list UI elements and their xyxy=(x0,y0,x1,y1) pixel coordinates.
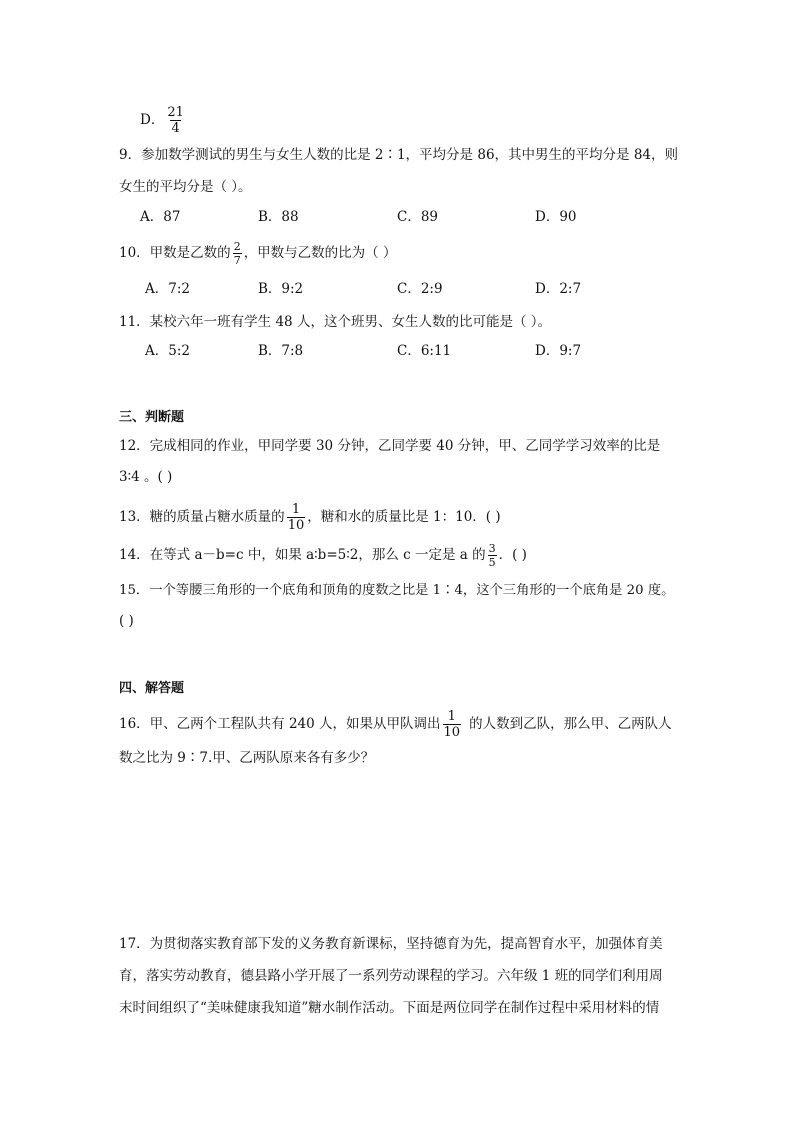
q14-fraction xyxy=(488,543,497,568)
q9-option-b: B．88 xyxy=(258,209,299,225)
q10-text-after: ，甲数与乙数的比为（ ） xyxy=(243,245,397,261)
q9-option-d: D．90 xyxy=(535,209,577,225)
q12-stem-line1: 12．完成相同的作业，甲同学要 30 分钟，乙同学要 40 分钟，甲、乙同学学习效率的比是 xyxy=(119,438,661,454)
q13-text-before: 13．糖的质量占糖水质量的 xyxy=(119,509,285,525)
q11-option-b: B．7:8 xyxy=(258,343,304,359)
q17-stem-line2: 育，落实劳动教育，德县路小学开展了一系列劳动课程的学习。六年级 1 班的同学们利用周 xyxy=(119,968,663,984)
q16-text-before: 16．甲、乙两个工程队共有 240 人，如果从甲队调出 xyxy=(119,716,441,732)
q11-option-d: D．9:7 xyxy=(535,343,582,359)
q15-stem-line2: ( ) xyxy=(119,613,134,629)
q10-option-d: D．2:7 xyxy=(535,281,582,297)
q13-stem xyxy=(119,503,501,532)
q15-stem-line1: 15．一个等腰三角形的一个底角和顶角的度数之比是 1∶4，这个三角形的一个底角是 20 度。 xyxy=(119,583,675,598)
fraction-numerator: 1 xyxy=(291,502,301,517)
q10-option-c: C．2:9 xyxy=(397,281,443,297)
q16-text-after: 的人数到乙队，那么甲、乙两队人 xyxy=(469,716,672,732)
q16-stem-line2: 数之比为 9∶7.甲、乙两队原来各有多少？ xyxy=(119,750,375,766)
q13-fraction xyxy=(287,503,306,532)
q10-fraction xyxy=(233,241,242,266)
fraction-denominator: 5 xyxy=(488,556,496,569)
q8-option-d xyxy=(140,106,187,135)
q10-text-before: 10．甲数是乙数的 xyxy=(119,245,231,261)
q14-stem xyxy=(119,543,527,568)
q14-text-after: ．( ) xyxy=(498,547,527,563)
q11-stem: 11．某校六年一班有学生 48 人，这个班男、女生人数的比可能是（ ）。 xyxy=(119,314,551,330)
q9-stem-line2: 女生的平均分是（ ）。 xyxy=(119,179,252,195)
q11-option-c: C．6:11 xyxy=(397,343,452,359)
fraction-denominator: 7 xyxy=(233,254,241,267)
q12-stem-line2: 3∶4 。( ) xyxy=(119,469,173,485)
q10-option-a: A．7:2 xyxy=(145,281,190,297)
fraction-numerator: 21 xyxy=(167,105,184,120)
q11-option-a: A．5:2 xyxy=(145,343,190,359)
q16-stem-line1 xyxy=(119,710,672,739)
fraction-denominator: 10 xyxy=(287,518,305,533)
fraction-denominator: 4 xyxy=(171,121,180,136)
section-4-heading: 四、解答题 xyxy=(119,681,185,696)
q8-option-d-fraction xyxy=(166,106,185,135)
q10-stem xyxy=(119,241,396,266)
q8-option-d-label: D． xyxy=(140,112,165,128)
fraction-numerator: 2 xyxy=(233,240,241,253)
section-3-heading: 三、判断题 xyxy=(119,410,185,425)
fraction-numerator: 3 xyxy=(488,542,496,555)
fraction-denominator: 10 xyxy=(443,725,461,740)
q9-stem-line1: 9．参加数学测试的男生与女生人数的比是 2∶1，平均分是 86，其中男生的平均分是 84，则 xyxy=(119,147,678,163)
q9-option-c: C．89 xyxy=(397,209,439,225)
fraction-numerator: 1 xyxy=(447,709,456,724)
q14-text-before: 14．在等式 a－b=c 中，如果 a∶b=5∶2，那么 c 一定是 a 的 xyxy=(119,547,486,563)
q9-option-a: A．87 xyxy=(140,209,181,225)
q17-stem-line3: 末时间组织了“美味健康我知道”糖水制作活动。下面是两位同学在制作过程中采用材料的情 xyxy=(119,1000,660,1016)
q17-stem-line1: 17．为贯彻落实教育部下发的义务教育新课标，坚持德育为先，提高智育水平，加强体育美 xyxy=(119,936,663,952)
q13-text-after: ，糖和水的质量比是 1：10．( ) xyxy=(307,509,501,525)
q16-fraction xyxy=(443,710,462,739)
q10-option-b: B．9:2 xyxy=(258,281,304,297)
